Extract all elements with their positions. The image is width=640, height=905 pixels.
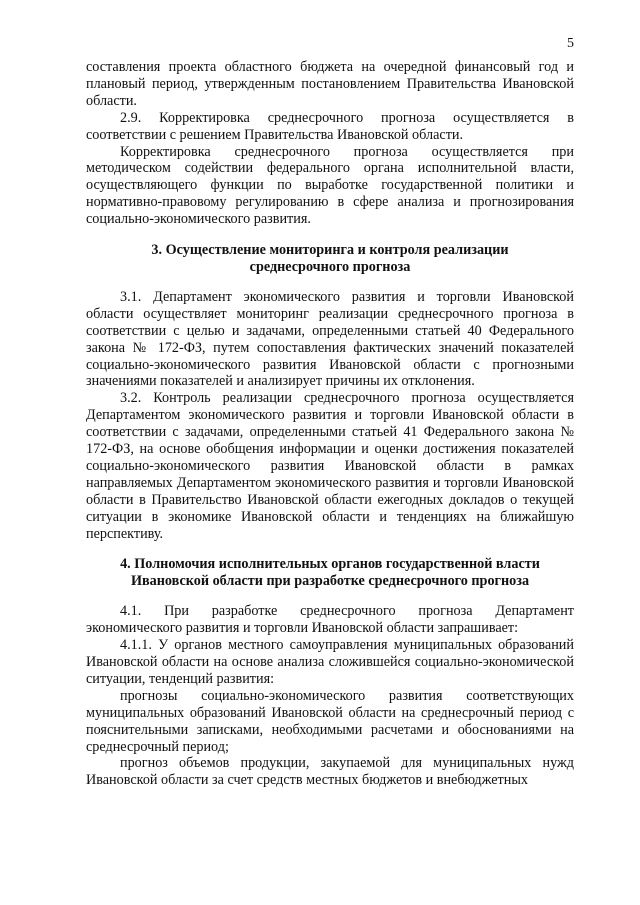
section-4-heading-line-2: Ивановской области при разработке среднесрочного прогноза [130,573,530,590]
paragraph-4-1: 4.1. При разработке среднесрочного прогноза Департамент экономического развития и торговли Ивановской области запрашивает: [86,603,574,637]
paragraph-procurement-forecast: прогноз объемов продукции, закупаемой для муниципальных нужд Ивановской области за счет средств местных бюджетов и внебюджетных [86,755,574,789]
paragraph-3-1: 3.1. Департамент экономического развития и торговли Ивановской области осуществляет мониторинг реализации среднесрочного прогноза в соответствии с целью и задачами, определенными статьей 40 Федерального закона № 172-ФЗ, путем сопоставления фактических значений показателей социально-экономического развития Ивановской области с прогнозными значениями показателей и анализирует причины их отклонения. [86,288,574,390]
paragraph-2-9: 2.9. Корректировка среднесрочного прогноза осуществляется в соответствии с решением Правительства Ивановской области. [86,109,574,143]
document-body [86,36,574,789]
section-3-heading [86,242,574,276]
section-3-heading-line-2: среднесрочного прогноза [249,258,411,275]
section-4-heading-line-1: 4. Полномочия исполнительных органов государственной власти [120,556,540,573]
paragraph-continuation: составления проекта областного бюджета на очередной финансовый год и плановый период, утвержденным постановлением Правительства Ивановской области. [86,59,574,109]
paragraph-4-1-1: 4.1.1. У органов местного самоуправления муниципальных образований Ивановской области на основе анализа сложившейся социально-экономической ситуации, тенденций развития: [86,637,574,687]
section-4-heading [86,556,574,590]
page-number: 5 [567,36,574,51]
paragraph-correction-support: Корректировка среднесрочного прогноза осуществляется при методическом содействии федерального органа исполнительной власти, осуществляющего функции по выработке государственной политики и нормативно-правовому регулированию в сфере анализа и прогнозирования социально-экономического развития. [86,143,574,228]
section-3-heading-line-1: 3. Осуществление мониторинга и контроля реализации [151,242,509,259]
paragraph-municipal-forecasts: прогнозы социально-экономического развития соответствующих муниципальных образований Ивановской области на среднесрочный период с пояснительными записками, необходимыми расчетами и обоснованиями на среднесрочный период; [86,687,574,755]
paragraph-3-2: 3.2. Контроль реализации среднесрочного прогноза осуществляется Департаментом экономического развития и торговли Ивановской области в соответствии с задачами, определенными статьей 41 Федерального закона № 172-ФЗ, на основе обобщения информации и оценки достижения показателей социально-экономического развития Ивановской области в рамках направляемых Департаментом экономического развития и торговли Ивановской области в Правительство Ивановской области ежегодных докладов о текущей ситуации в экономике Ивановской области и тенденциях на ближайшую перспективу. [86,390,574,542]
